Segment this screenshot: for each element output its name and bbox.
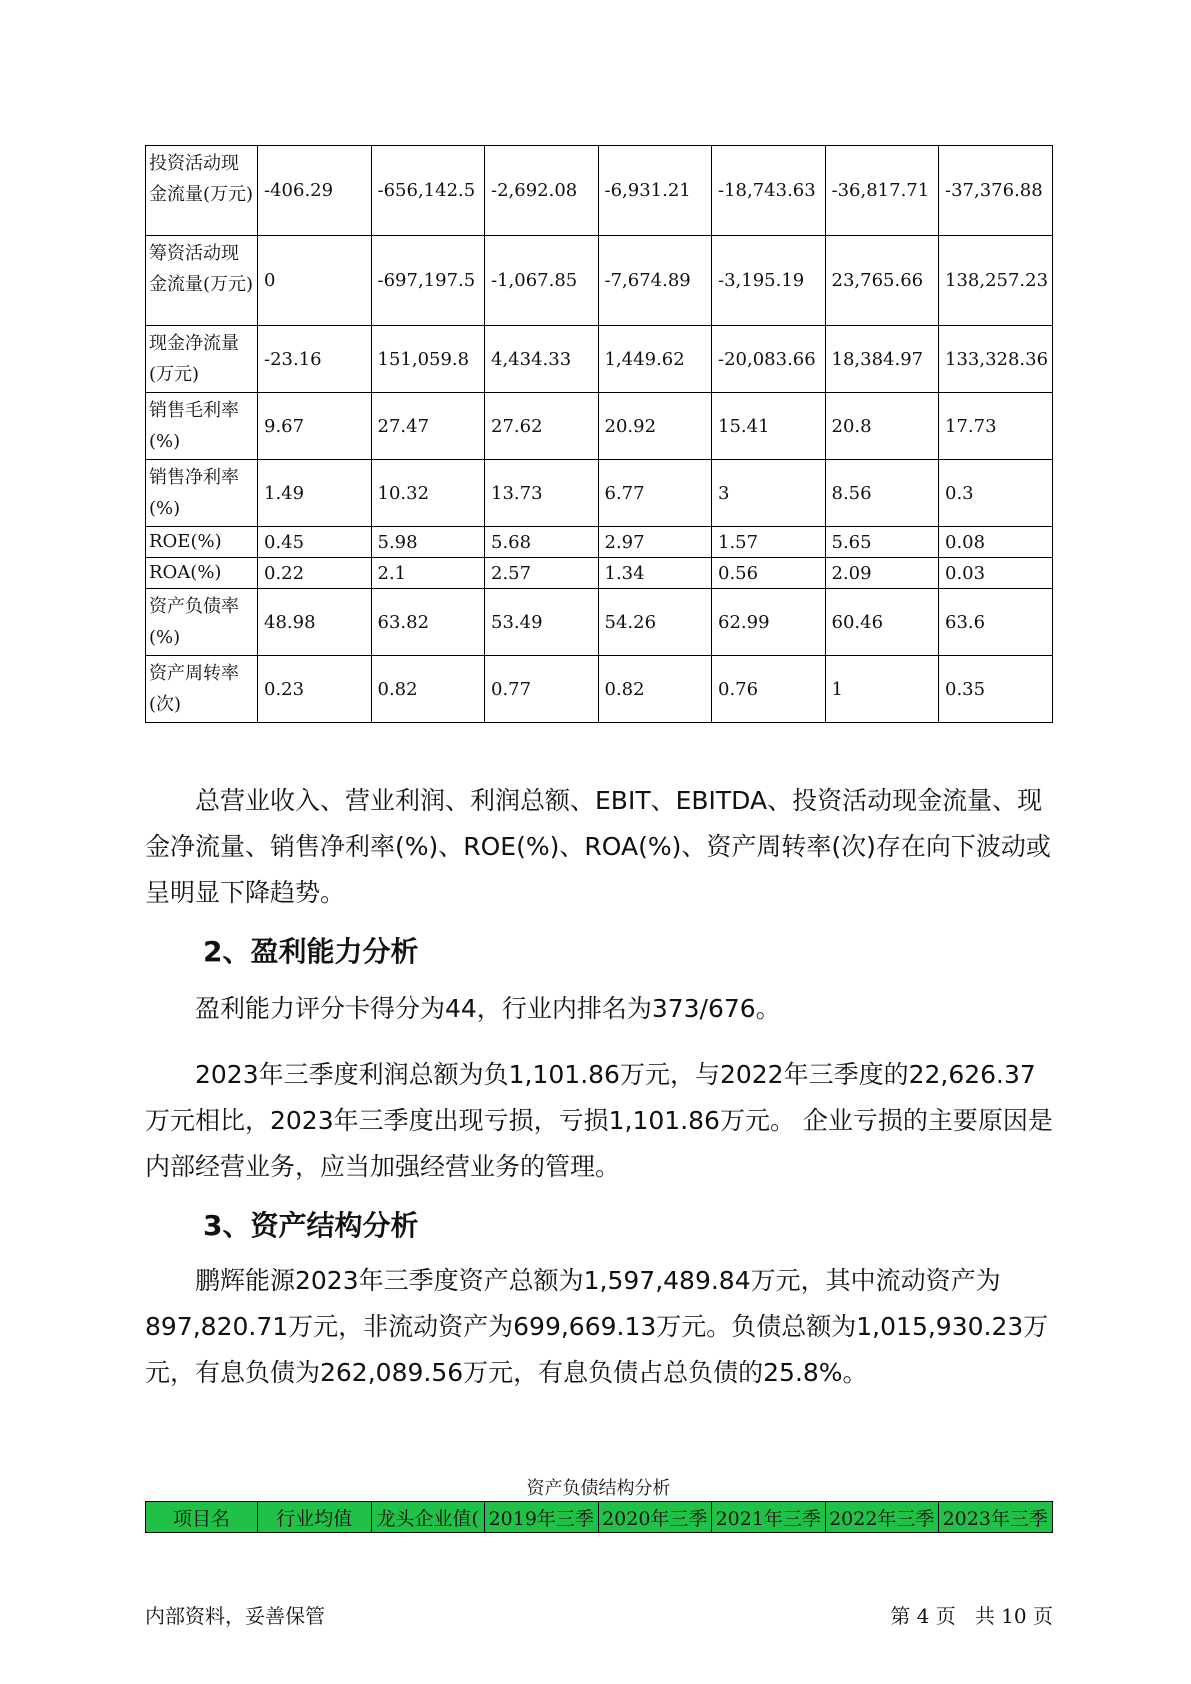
table-cell: 0.3: [939, 460, 1053, 527]
table-cell: 0.35: [939, 656, 1053, 723]
header-cell: 项目名: [146, 1502, 258, 1533]
table-cell: -3,195.19: [712, 236, 826, 326]
table-row: [146, 146, 1053, 236]
table-cell: 0.56: [712, 558, 826, 589]
header-cell: 龙头企业值(: [371, 1502, 485, 1533]
table-cell: 60.46: [825, 589, 939, 656]
table-cell: 62.99: [712, 589, 826, 656]
table-cell: 1.57: [712, 527, 826, 558]
table-cell: 17.73: [939, 393, 1053, 460]
table-cell: 27.47: [371, 393, 485, 460]
table-cell: 3: [712, 460, 826, 527]
table-cell: 2.1: [371, 558, 485, 589]
header-cell: 2020年三季: [598, 1502, 712, 1533]
table-cell: -7,674.89: [598, 236, 712, 326]
profit-detail-paragraph: 2023年三季度利润总额为负1,101.86万元，与2022年三季度的22,626.37万元相比，2023年三季度出现亏损，亏损1,101.86万元。 企业亏损的主要原因是内部经营业务，应当加强经营业务的管理。: [145, 1060, 1053, 1181]
table-cell: 63.6: [939, 589, 1053, 656]
table-cell: 53.49: [485, 589, 599, 656]
table-cell: -697,197.5: [371, 236, 485, 326]
table-row: [146, 527, 1053, 558]
table-cell: 151,059.8: [371, 326, 485, 393]
table-cell: -37,376.88: [939, 146, 1053, 236]
header-cell: 行业均值: [258, 1502, 372, 1533]
table-cell: 63.82: [371, 589, 485, 656]
table-cell: -20,083.66: [712, 326, 826, 393]
table-cell: -2,692.08: [485, 146, 599, 236]
table-cell: 0: [258, 236, 372, 326]
table-cell: 8.56: [825, 460, 939, 527]
table-cell: 0.76: [712, 656, 826, 723]
profit-heading: 2、盈利能力分析: [203, 935, 419, 968]
table-cell: -23.16: [258, 326, 372, 393]
table-cell: 2.09: [825, 558, 939, 589]
table-row: [146, 393, 1053, 460]
table-cell: 0.45: [258, 527, 372, 558]
profit-score-paragraph: 盈利能力评分卡得分为44，行业内排名为373/676。: [195, 994, 781, 1023]
table-cell: 2.57: [485, 558, 599, 589]
table-cell: 2.97: [598, 527, 712, 558]
footer-page-number: 第 4 页 共 10 页: [890, 1604, 1053, 1628]
table-cell: 1: [825, 656, 939, 723]
table-cell: -406.29: [258, 146, 372, 236]
table-cell: 133,328.36: [939, 326, 1053, 393]
table-row: [146, 558, 1053, 589]
table-cell: 18,384.97: [825, 326, 939, 393]
table-cell: 138,257.23: [939, 236, 1053, 326]
table-cell: 48.98: [258, 589, 372, 656]
table-cell: 0.82: [371, 656, 485, 723]
table-cell: 15.41: [712, 393, 826, 460]
table-cell: 0.82: [598, 656, 712, 723]
table-cell: 5.68: [485, 527, 599, 558]
table-row: [146, 460, 1053, 527]
asset-heading: 3、资产结构分析: [203, 1209, 419, 1242]
row-label: 销售净利率(%): [146, 460, 258, 527]
balance-structure-table: [145, 1501, 1053, 1533]
table-cell: 0.08: [939, 527, 1053, 558]
footer-confidential: 内部资料，妥善保管: [145, 1604, 325, 1628]
table-cell: 0.03: [939, 558, 1053, 589]
row-label: 现金净流量(万元): [146, 326, 258, 393]
row-label: ROA(%): [146, 558, 258, 589]
table-cell: 13.73: [485, 460, 599, 527]
table-cell: 0.77: [485, 656, 599, 723]
table-row: [146, 236, 1053, 326]
row-label: 资产负债率(%): [146, 589, 258, 656]
row-label: ROE(%): [146, 527, 258, 558]
table-cell: 23,765.66: [825, 236, 939, 326]
financial-indicators-table: [145, 145, 1053, 723]
table-cell: 4,434.33: [485, 326, 599, 393]
table-cell: 6.77: [598, 460, 712, 527]
table-header-row: [146, 1502, 1053, 1533]
table-cell: 9.67: [258, 393, 372, 460]
table-cell: -36,817.71: [825, 146, 939, 236]
table-cell: 10.32: [371, 460, 485, 527]
table-row: [146, 589, 1053, 656]
table-cell: 54.26: [598, 589, 712, 656]
header-cell: 2021年三季: [712, 1502, 826, 1533]
table-cell: 5.98: [371, 527, 485, 558]
header-cell: 2019年三季: [485, 1502, 599, 1533]
table-cell: 20.8: [825, 393, 939, 460]
table-cell: 27.62: [485, 393, 599, 460]
table-cell: 0.22: [258, 558, 372, 589]
header-cell: 2023年三季: [939, 1502, 1053, 1533]
table-cell: 1,449.62: [598, 326, 712, 393]
row-label: 销售毛利率(%): [146, 393, 258, 460]
asset-detail-paragraph: 鹏辉能源2023年三季度资产总额为1,597,489.84万元，其中流动资产为897,820.71万元，非流动资产为699,669.13万元。负债总额为1,015,930.23万元，有息负债为262,089.56万元，有息负债占总负债的25.8%。: [145, 1266, 1049, 1387]
header-cell: 2022年三季: [825, 1502, 939, 1533]
table-caption: 资产负债结构分析: [526, 1478, 671, 1499]
table-cell: -18,743.63: [712, 146, 826, 236]
table-cell: -1,067.85: [485, 236, 599, 326]
table-row: [146, 326, 1053, 393]
table-cell: 1.49: [258, 460, 372, 527]
table-cell: -6,931.21: [598, 146, 712, 236]
row-label: 资产周转率(次): [146, 656, 258, 723]
table-cell: -656,142.5: [371, 146, 485, 236]
table-cell: 1.34: [598, 558, 712, 589]
table-cell: 5.65: [825, 527, 939, 558]
table-cell: 20.92: [598, 393, 712, 460]
row-label: 筹资活动现金流量(万元): [146, 236, 258, 326]
table-row: [146, 656, 1053, 723]
row-label: 投资活动现金流量(万元): [146, 146, 258, 236]
trend-paragraph: 总营业收入、营业利润、利润总额、EBIT、EBITDA、投资活动现金流量、现金净流量、销售净利率(%)、ROE(%)、ROA(%)、资产周转率(次)存在向下波动或呈明显下降趋势。: [145, 786, 1051, 907]
table-cell: 0.23: [258, 656, 372, 723]
